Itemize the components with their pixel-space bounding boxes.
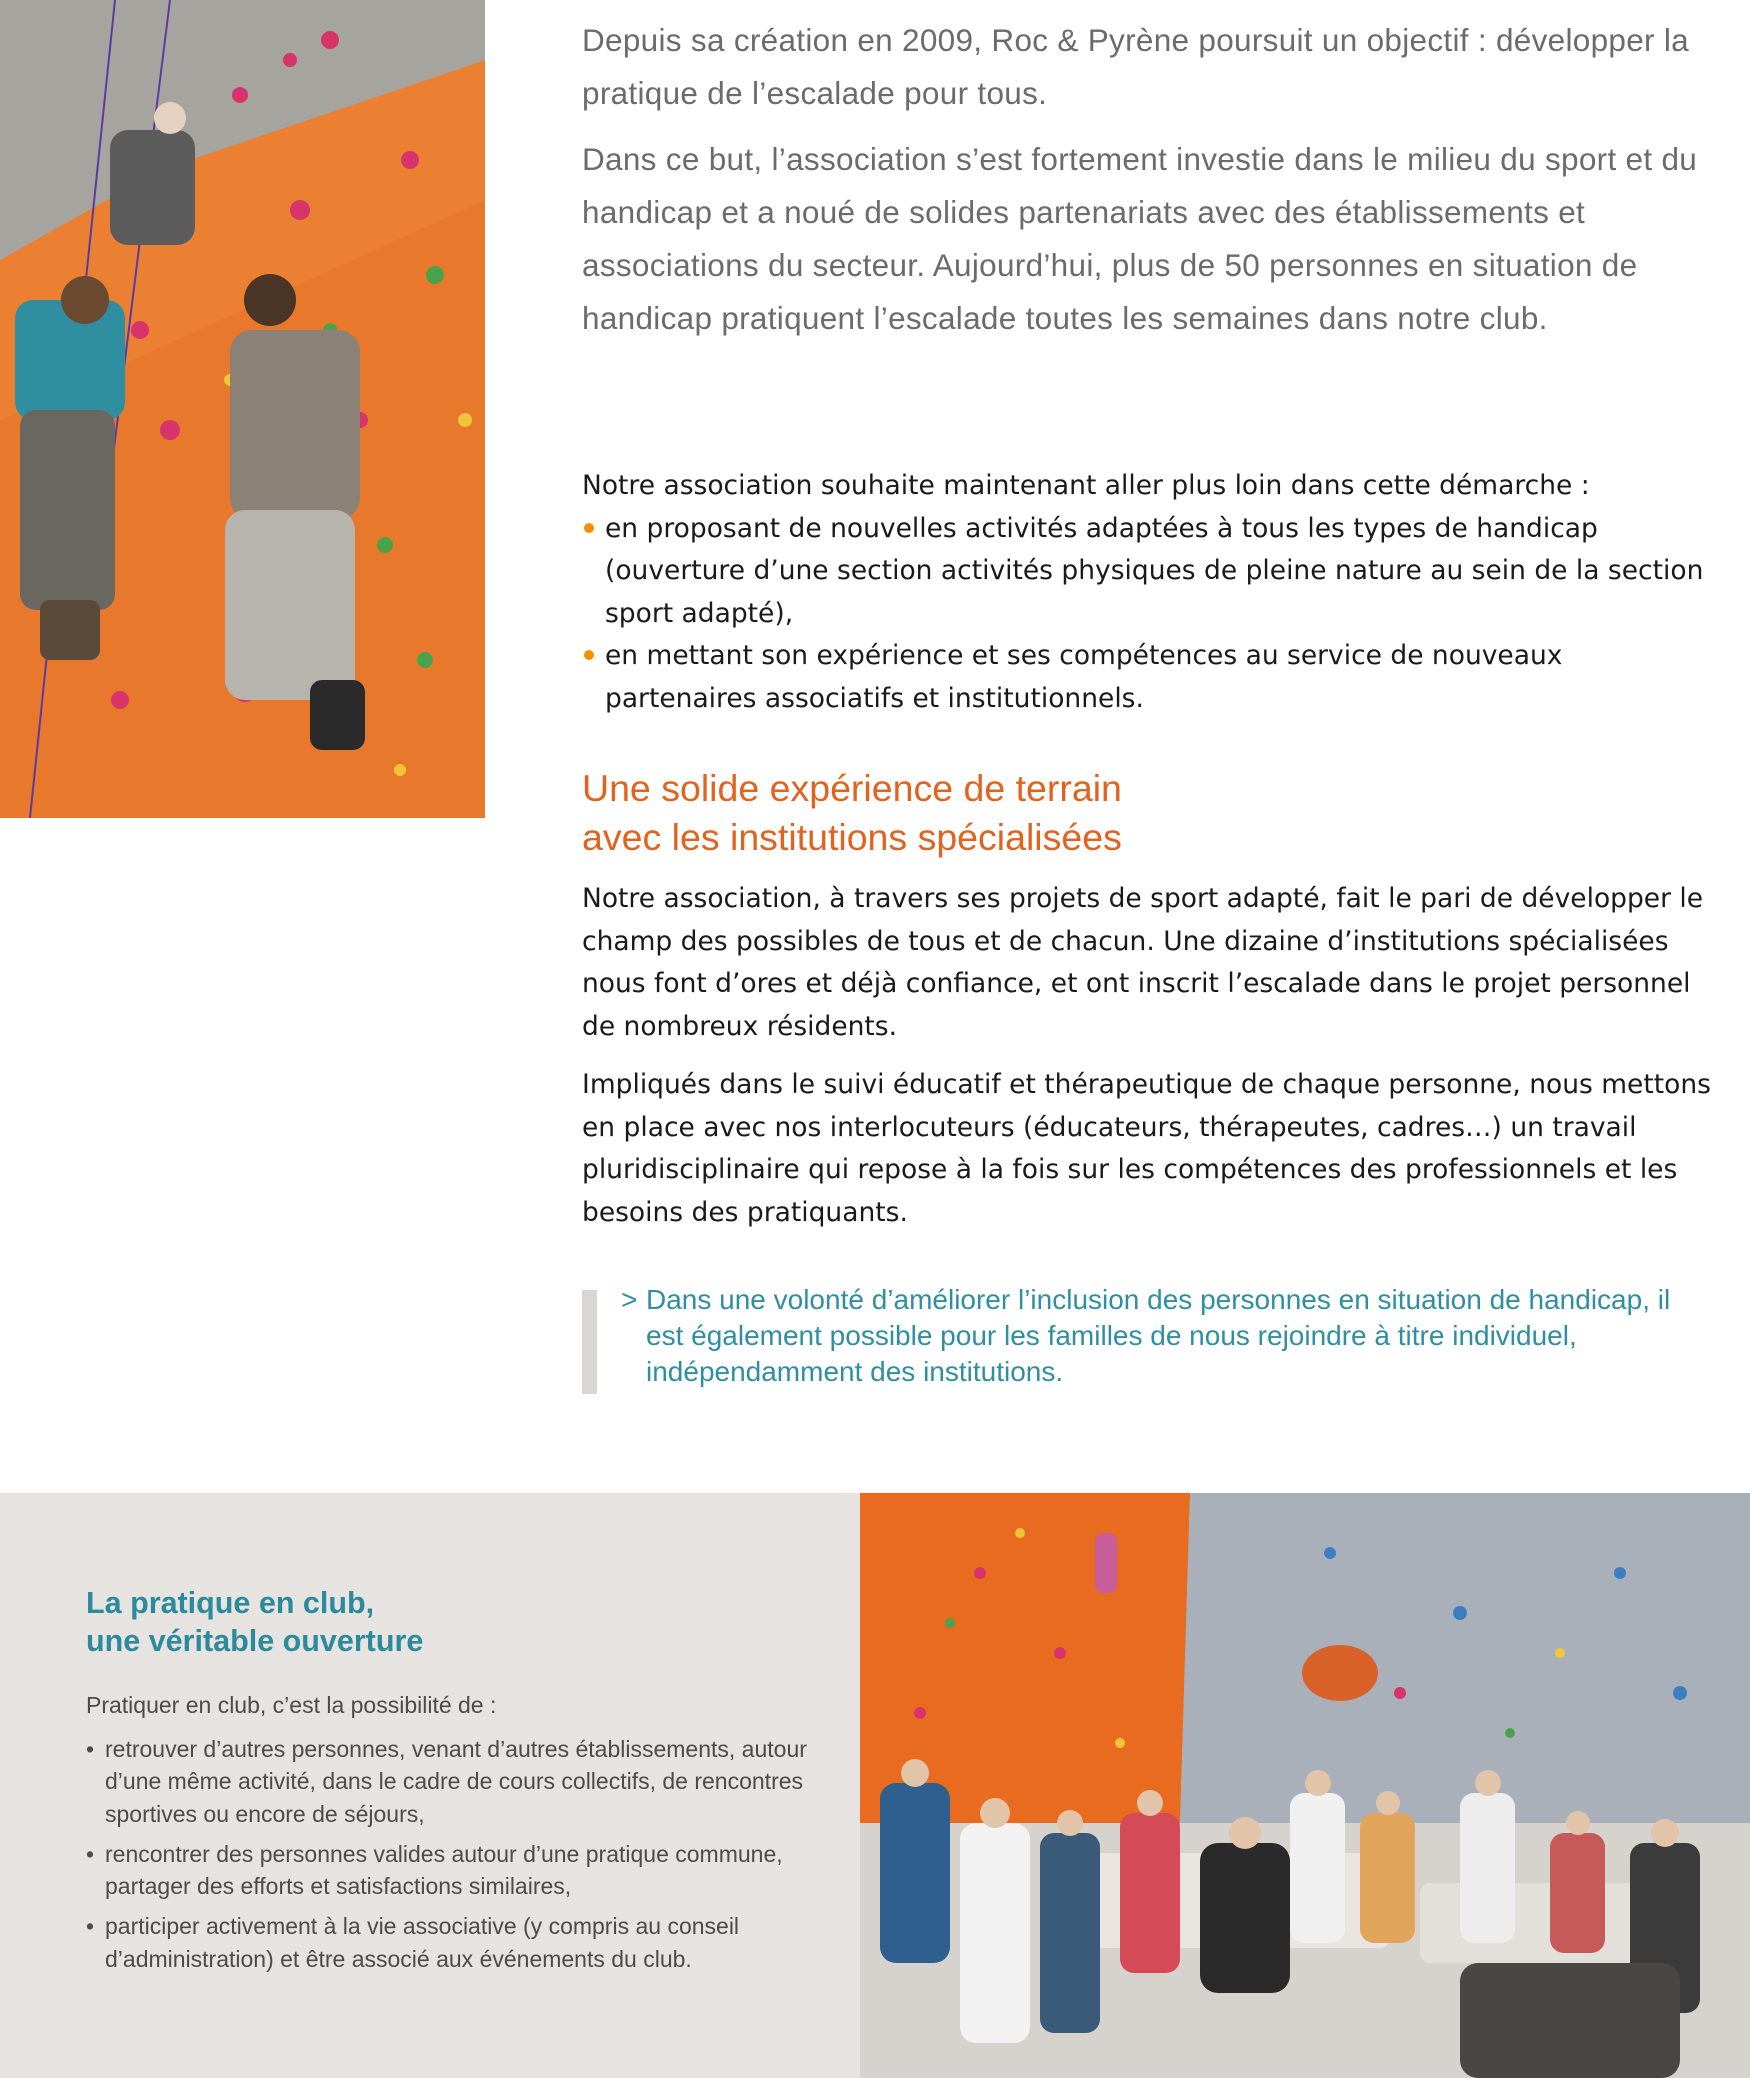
family-callout (582, 1284, 1707, 1394)
experience-text (582, 878, 1722, 1250)
experience-title-line-2: avec les institutions spécialisées (582, 816, 1122, 858)
experience-title (582, 764, 1682, 862)
aims-item-2: en mettant son expérience et ses compétences au service de nouveaux partenaires associatifs et institutionnels. (582, 635, 1712, 720)
club-title-line-1: La pratique en club, (86, 1586, 375, 1620)
club-intro: Pratiquer en club, c’est la possibilité de : (86, 1692, 497, 1718)
climbing-gym-group-photo (860, 1493, 1750, 2078)
club-title-line-2: une véritable ouverture (86, 1624, 424, 1658)
aims-list (582, 508, 1712, 721)
club-title (86, 1584, 786, 1660)
club-item-2: • rencontrer des personnes valides autour d’une pratique commune, partager des efforts et satisfactions similaires, (86, 1838, 846, 1903)
aims-lead: Notre association souhaite maintenant aller plus loin dans cette démarche : (582, 470, 1590, 501)
club-practice-panel (0, 1493, 860, 2078)
intro-paragraph-2: Dans ce but, l’association s’est fortement investie dans le milieu du sport et du handicap et a noué de solides partenariats avec des établissements et associations du secteur. Aujourd’hui, plus de 50 personnes en situation de handicap pratiquent l’escalade toutes les semaines dans notre club. (582, 141, 1698, 336)
aims-item-1: en proposant de nouvelles activités adaptées à tous les types de handicap (ouverture d’une section activités physiques de pleine nature au sein de la section sport adapté), (582, 508, 1712, 636)
callout-arrow-icon: > (621, 1284, 638, 1315)
club-item-1: • retrouver d’autres personnes, venant d’autres établissements, autour d’une même activité, dans le cadre de cours collectifs, de rencontres sportives ou encore de séjours, (86, 1733, 846, 1830)
experience-title-line-1: Une solide expérience de terrain (582, 767, 1122, 809)
intro-text (582, 14, 1702, 358)
callout-text-block (621, 1282, 1691, 1390)
club-item-3: • participer activement à la vie associative (y compris au conseil d’administration) et être associé aux événements du club. (86, 1910, 846, 1975)
intro-paragraph-1: Depuis sa création en 2009, Roc & Pyrène poursuit un objectif : développer la pratique de l’escalade pour tous. (582, 22, 1690, 111)
callout-text: Dans une volonté d’améliorer l’inclusion des personnes en situation de handicap, il est également possible pour les familles de nous rejoindre à titre individuel, indépendamment des institutions. (646, 1284, 1671, 1387)
climbing-wall-photo-1 (0, 0, 485, 818)
aims-section (582, 465, 1712, 720)
experience-paragraph-2: Impliqués dans le suivi éducatif et thérapeutique de chaque personne, nous mettons en place avec nos interlocuteurs (éducateurs, thérapeutes, cadres…) un travail pluridisciplinaire qui repose à la fois sur les compétences des professionnels et les besoins des pratiquants. (582, 1069, 1711, 1228)
club-list (86, 1733, 846, 1983)
experience-paragraph-1: Notre association, à travers ses projets de sport adapté, fait le pari de développer le champ des possibles de tous et de chacun. Une dizaine d’institutions spécialisées nous font d’ores et déjà confiance, et ont inscrit l’escalade dans le projet personnel de nombreux résidents. (582, 883, 1704, 1042)
